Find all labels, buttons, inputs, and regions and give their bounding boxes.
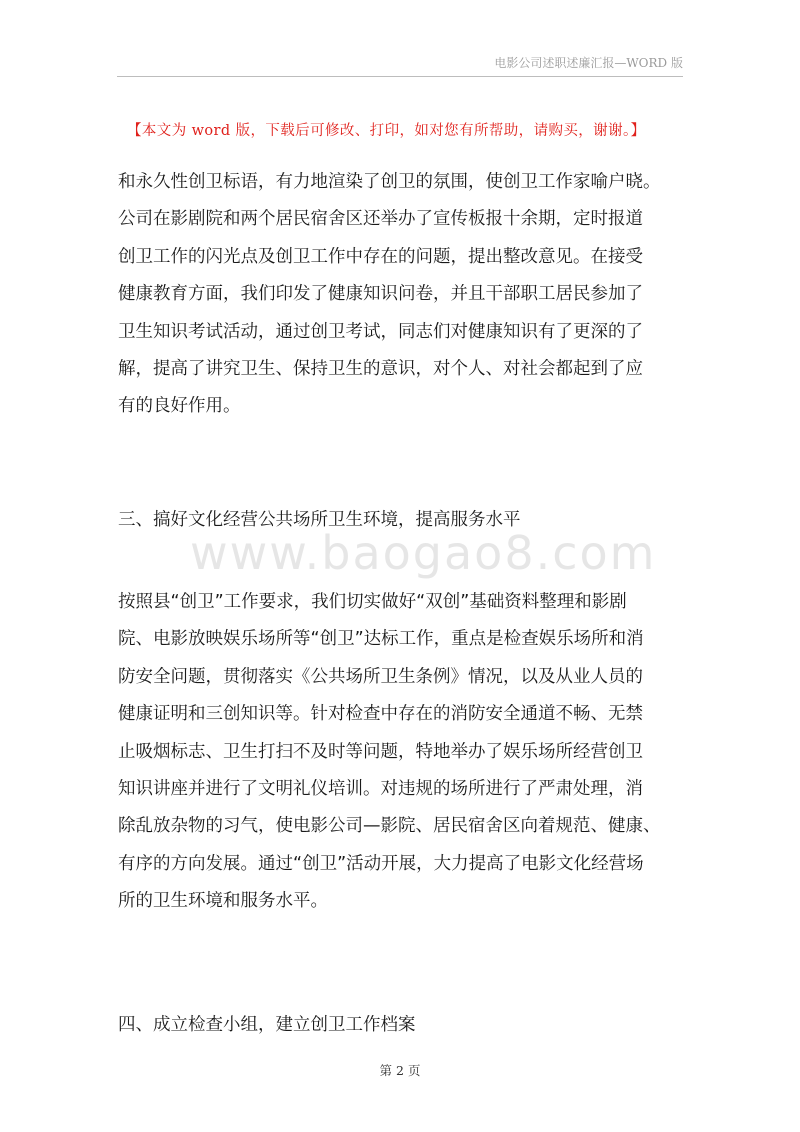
watermark: www.baogao8.com (190, 526, 657, 580)
paragraph-health-promotion (118, 164, 690, 426)
paragraph-line: 健康教育方面，我们印发了健康知识问卷，并且干部职工居民参加了 (118, 284, 643, 305)
page-number: 第 2 页 (379, 1063, 421, 1078)
section-heading-4: 四、成立检查小组，建立创卫工作档案 (118, 1015, 416, 1035)
paragraph-line: 防安全问题，贯彻落实《公共场所卫生条例》情况，以及从业人员的 (118, 666, 643, 687)
header-rule (117, 76, 683, 77)
paragraph-line: 解，提高了讲究卫生、保持卫生的意识，对个人、对社会都起到了应 (118, 359, 643, 380)
paragraph-line: 知识讲座并进行了文明礼仪培训。对违规的场所进行了严肃处理，消 (118, 779, 643, 800)
paragraph-line: 创卫工作的闪光点及创卫工作中存在的问题，提出整改意见。在接受 (118, 246, 643, 267)
header-title: 电影公司述职述廉汇报—WORD 版 (494, 56, 683, 70)
paragraph-line: 止吸烟标志、卫生打扫不及时等问题，特地举办了娱乐场所经营创卫 (118, 741, 643, 762)
purchase-notice: 【本文为 word 版，下载后可修改、打印，如对您有所帮助，请购买，谢谢。】 (127, 123, 646, 139)
paragraph-line: 院、电影放映娱乐场所等“创卫”达标工作，重点是检查娱乐场所和消 (118, 629, 644, 650)
paragraph-line: 除乱放杂物的习气，使电影公司—影院、居民宿舍区向着规范、健康、 (118, 816, 661, 837)
paragraph-line: 卫生知识考试活动，通过创卫考试，同志们对健康知识有了更深的了 (118, 321, 643, 342)
section-heading-3: 三、搞好文化经营公共场所卫生环境，提高服务水平 (118, 510, 521, 530)
paragraph-line: 所的卫生环境和服务水平。 (118, 891, 328, 912)
paragraph-line: 有序的方向发展。通过“创卫”活动开展，大力提高了电影文化经营场 (118, 853, 644, 874)
paragraph-line: 有的良好作用。 (118, 396, 241, 417)
paragraph-line: 按照县“创卫”工作要求，我们切实做好“双创”基础资料整理和影剧 (118, 592, 627, 612)
paragraph-line: 健康证明和三创知识等。针对检查中存在的消防安全通道不畅、无禁 (118, 704, 643, 725)
paragraph-line: 和永久性创卫标语，有力地渲染了创卫的氛围，使创卫工作家喻户晓。 (118, 172, 661, 192)
paragraph-public-venues (118, 584, 690, 921)
paragraph-line: 公司在影剧院和两个居民宿舍区还举办了宣传板报十余期，定时报道 (118, 209, 643, 230)
